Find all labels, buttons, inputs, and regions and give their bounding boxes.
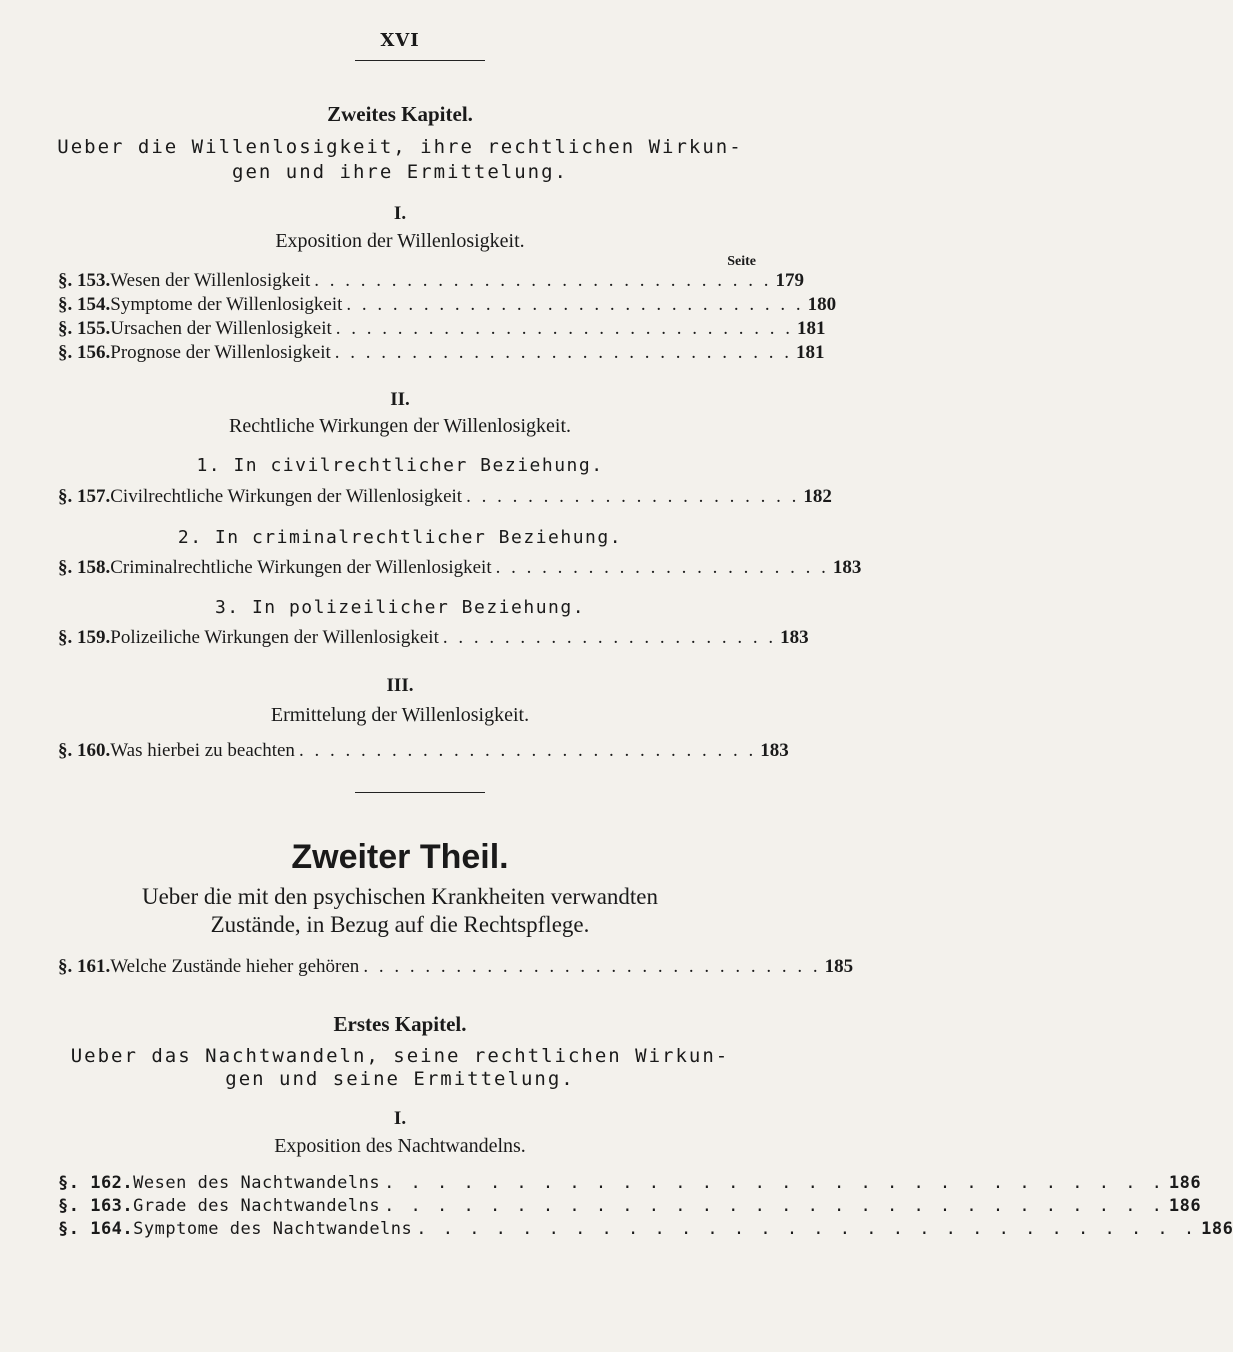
entry-text: Welche Zustände hieher gehören [110, 956, 360, 977]
dot-leader: . . . . . . . . . . . . . . . . . . . . . . . . . . . . . . [384, 1173, 1165, 1193]
chapter-subtitle-line2: gen und ihre Ermittelung. [232, 161, 568, 183]
section-title: Exposition der Willenlosigkeit. [275, 230, 525, 252]
entry-text: Symptome der Willenlosigkeit [110, 294, 343, 315]
dot-leader: . . . . . . . . . . . . . . . . . . . . . . . . . . . . . . [314, 270, 772, 291]
paragraph-number: §. 162. [58, 1173, 134, 1193]
entry-page: 179 [775, 270, 804, 291]
section-numeral: I. [393, 1108, 407, 1129]
toc-entry[interactable] [58, 1219, 1233, 1243]
entry-text: Criminalrechtliche Wirkungen der Willenlosigkeit [110, 557, 492, 578]
toc-entry[interactable] [58, 627, 809, 651]
dot-leader: . . . . . . . . . . . . . . . . . . . . . . [495, 557, 829, 578]
dot-leader: . . . . . . . . . . . . . . . . . . . . . . [466, 486, 800, 507]
part-subtitle-line1: Ueber die mit den psychischen Krankheiten verwandten [141, 884, 659, 909]
toc-entry[interactable] [58, 1173, 1202, 1197]
entry-text: Polizeiliche Wirkungen der Willenlosigkeit [110, 627, 439, 648]
entry-page: 186 [1168, 1173, 1202, 1193]
entry-page: 183 [832, 557, 862, 578]
section-rule [355, 792, 485, 793]
entry-page: 182 [803, 486, 832, 507]
chapter-title: Erstes Kapitel. [333, 1012, 467, 1036]
section-title: Exposition des Nachtwandelns. [274, 1135, 526, 1157]
entry-page: 180 [807, 294, 837, 315]
toc-entry[interactable] [58, 956, 854, 980]
entry-text: Ursachen der Willenlosigkeit [110, 318, 332, 339]
section-numeral: II. [390, 389, 410, 410]
entry-text: Prognose der Willenlosigkeit [110, 342, 331, 363]
chapter-subtitle-line1: Ueber das Nachtwandeln, seine rechtlichen Wirkun- [70, 1045, 730, 1067]
entry-text: Wesen des Nachtwandelns [133, 1173, 381, 1193]
paragraph-number: §. 154. [58, 294, 111, 315]
entry-text: Civilrechtliche Wirkungen der Willenlosigkeit [110, 486, 463, 507]
toc-entry[interactable] [58, 1196, 1202, 1220]
part-title: Zweiter Theil. [291, 838, 509, 876]
seite-label: Seite [727, 254, 756, 269]
dot-leader: . . . . . . . . . . . . . . . . . . . . . . . . . . . . . . [334, 342, 793, 363]
paragraph-number: §. 160. [58, 740, 111, 761]
dot-leader: . . . . . . . . . . . . . . . . . . . . . . . . . . . . . . [363, 956, 821, 977]
chapter-subtitle-line2: gen und seine Ermittelung. [225, 1068, 575, 1090]
section-numeral: III. [386, 675, 414, 696]
entry-page: 186 [1201, 1219, 1233, 1239]
toc-entry[interactable] [58, 294, 837, 318]
toc-entry[interactable] [58, 486, 832, 510]
dot-leader: . . . . . . . . . . . . . . . . . . . . . . . . . . . . . . [384, 1196, 1165, 1216]
entry-text: Grade des Nachtwandelns [133, 1196, 381, 1216]
subsection-title: 2. In criminalrechtlicher Beziehung. [177, 527, 623, 548]
subsection-title: 3. In polizeilicher Beziehung. [214, 597, 586, 618]
toc-entry[interactable] [58, 342, 825, 366]
entry-page: 186 [1168, 1196, 1202, 1216]
entry-page: 181 [797, 318, 826, 339]
subsection-title: 1. In civilrechtlicher Beziehung. [196, 455, 604, 476]
chapter-subtitle-line1: Ueber die Willenlosigkeit, ihre rechtlichen Wirkun- [57, 136, 743, 158]
entry-text: Wesen der Willenlosigkeit [110, 270, 311, 291]
entry-text: Was hierbei zu beachten [110, 740, 295, 761]
paragraph-number: §. 155. [58, 318, 111, 339]
paragraph-number: §. 159. [58, 627, 111, 648]
paragraph-number: §. 156. [58, 342, 111, 363]
header-rule [355, 60, 485, 61]
paragraph-number: §. 163. [58, 1196, 134, 1216]
dot-leader: . . . . . . . . . . . . . . . . . . . . . . [442, 627, 777, 648]
dot-leader: . . . . . . . . . . . . . . . . . . . . . . . . . . . . . . [335, 318, 794, 339]
entry-page: 181 [796, 342, 825, 363]
paragraph-number: §. 158. [58, 557, 111, 578]
dot-leader: . . . . . . . . . . . . . . . . . . . . . . . . . . . . . . [416, 1219, 1198, 1239]
page-number: XVI [380, 30, 420, 51]
section-numeral: I. [393, 203, 407, 224]
dot-leader: . . . . . . . . . . . . . . . . . . . . . . . . . . . . . . [346, 294, 804, 315]
chapter-title: Zweites Kapitel. [327, 102, 473, 126]
section-title: Rechtliche Wirkungen der Willenlosigkeit. [228, 415, 571, 437]
entry-page: 183 [780, 627, 809, 648]
section-title: Ermittelung der Willenlosigkeit. [270, 704, 530, 726]
part-subtitle-line2: Zustände, in Bezug auf die Rechtspflege. [210, 912, 590, 937]
entry-page: 185 [824, 956, 854, 977]
entry-text: Symptome des Nachtwandelns [133, 1219, 413, 1239]
toc-entry[interactable] [58, 557, 862, 581]
paragraph-number: §. 153. [58, 270, 111, 291]
toc-entry[interactable] [58, 740, 789, 764]
paragraph-number: §. 157. [58, 486, 111, 507]
toc-entry[interactable] [58, 270, 804, 294]
paragraph-number: §. 164. [58, 1219, 134, 1239]
paragraph-number: §. 161. [58, 956, 111, 977]
dot-leader: . . . . . . . . . . . . . . . . . . . . . . . . . . . . . . [298, 740, 757, 761]
entry-page: 183 [760, 740, 789, 761]
toc-entry[interactable] [58, 318, 826, 342]
